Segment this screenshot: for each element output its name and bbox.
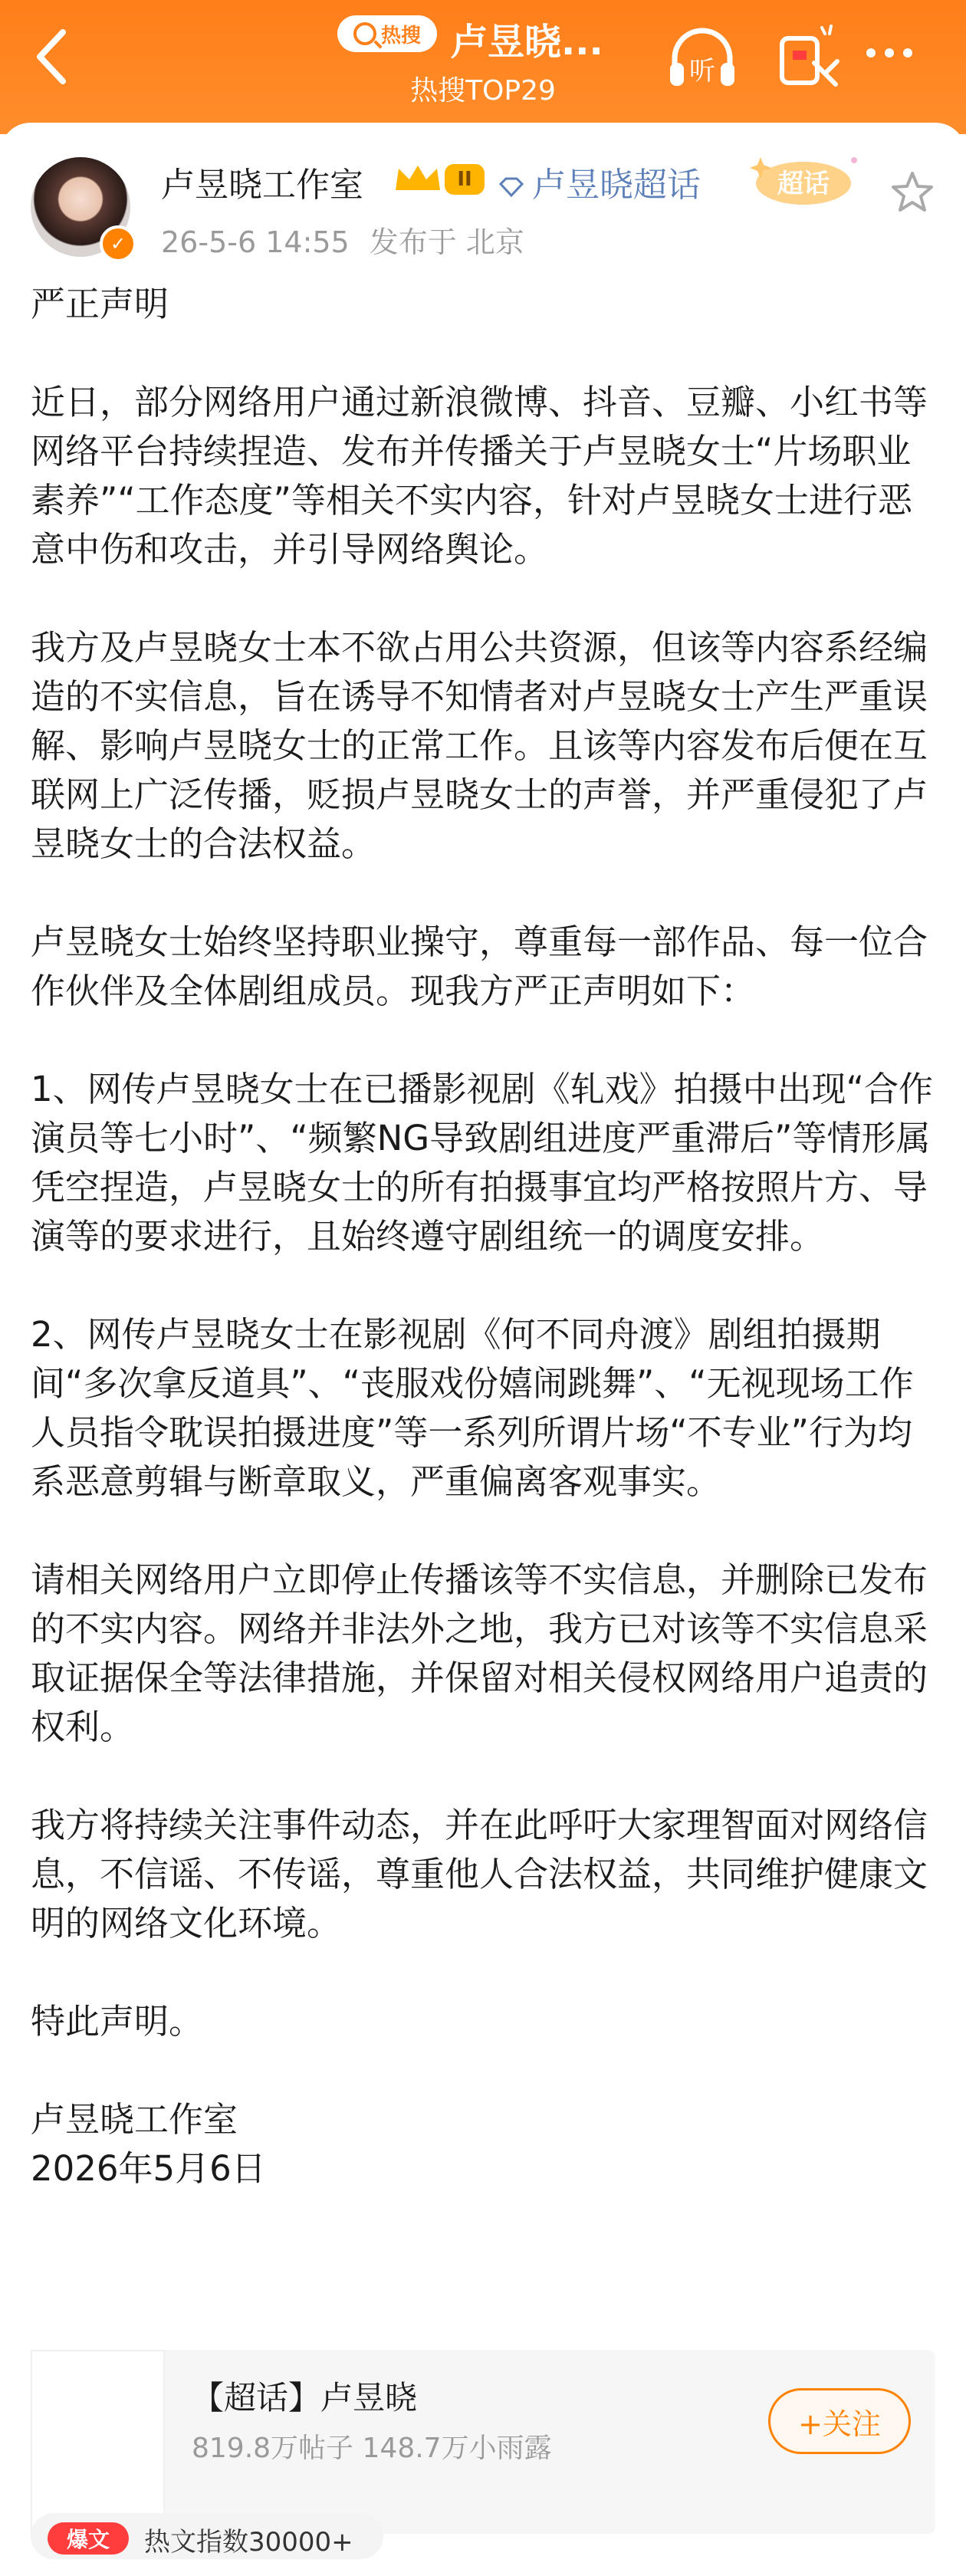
paragraph-gap — [31, 1752, 943, 1801]
post-username[interactable]: 卢昱晓工作室 — [161, 166, 363, 205]
hot-article-tag: 爆文 — [48, 2522, 129, 2555]
paragraph-gap — [31, 2046, 943, 2095]
post-paragraph: 1、网传卢昱晓女士在已播影视剧《轧戏》拍摄中出现“合作演员等七小时”、“频繁NG导致剧组进度严重滞后”等情形属凭空捏造，卢昱晓女士的所有拍摄事宜均严格按照片方、导演等的要求进行，且始终遵守剧组统一的调度安排。 — [31, 1069, 933, 1257]
verified-badge-icon: ✓ — [100, 225, 136, 262]
post-meta — [161, 219, 524, 261]
hot-article-index: 热文指数30000+ — [144, 2527, 353, 2558]
topic-card-name: 【超话】卢昱晓 — [192, 2379, 418, 2417]
post-location: 发布于 北京 — [369, 225, 524, 259]
hot-search-label: 热搜 — [380, 24, 421, 48]
post-paragraph: 卢昱晓工作室 — [31, 2099, 238, 2140]
super-topic-link[interactable] — [498, 157, 701, 206]
paragraph-gap — [31, 329, 943, 378]
post-paragraph: 我方及卢昱晓女士本不欲占用公共资源，但该等内容系经编造的不实信息，旨在诱导不知情者对卢昱晓女士产生严重误解、影响卢昱晓女士的正常工作。且该等内容发布后便在互联网上广泛传播，贬损卢昱晓女士的声誉，并严重侵犯了卢昱晓女士的合法权益。 — [31, 627, 928, 864]
follow-button[interactable]: +关注 — [768, 2388, 911, 2454]
topic-card-stats: 819.8万帖子 148.7万小雨露 — [192, 2433, 552, 2464]
post-time: 26-5-6 14:55 — [161, 225, 350, 259]
diamond-icon — [498, 177, 524, 197]
listen-label: 听 — [689, 56, 715, 87]
post-paragraph: 近日，部分网络用户通过新浪微博、抖音、豆瓣、小红书等网络平台持续捏造、发布并传播关于卢昱晓女士“片场职业素养”“工作态度”等相关不实内容，针对卢昱晓女士进行恶意中伤和攻击，并引导网络舆论。 — [31, 382, 928, 570]
paragraph-gap — [31, 1261, 943, 1310]
post-body — [31, 280, 943, 2193]
super-topic-label: 卢昱晓超话 — [532, 166, 701, 205]
post-paragraph: 卢昱晓女士始终坚持职业操守，尊重每一部作品、每一位合作伙伴及全体剧组成员。现我方严正声明如下： — [31, 922, 928, 1011]
paragraph-gap — [31, 869, 943, 918]
paragraph-gap — [31, 1016, 943, 1065]
hot-rank-subtitle: 热搜TOP29 — [410, 75, 556, 107]
crown-icon — [391, 163, 445, 195]
hot-search-pill — [337, 15, 437, 52]
paragraph-gap — [31, 1948, 943, 1997]
post-paragraph: 2026年5月6日 — [31, 2148, 266, 2189]
super-topic-card[interactable] — [31, 2350, 935, 2534]
search-icon — [353, 22, 376, 45]
paragraph-gap — [31, 1506, 943, 1556]
paragraph-gap — [31, 574, 943, 623]
super-badge-label: 超话 — [777, 169, 830, 199]
post-paragraph: 严正声明 — [31, 284, 169, 324]
topic-thumbnail — [31, 2350, 165, 2534]
post-paragraph: 特此声明。 — [31, 2001, 204, 2042]
post-paragraph: 2、网传卢昱晓女士在影视剧《何不同舟渡》剧组拍摄期间“多次拿反道具”、“丧服戏份嬉闹跳舞”、“无视现场工作人员指令耽误拍摄进度”等一系列所谓片场“不专业”行为均系恶意剪辑与断章取义，严重偏离客观事实。 — [31, 1314, 914, 1502]
top-header — [0, 0, 966, 134]
back-arrow-icon[interactable] — [29, 26, 75, 87]
hot-article-badge[interactable] — [31, 2513, 383, 2559]
topic-title: 卢昱晓... — [451, 21, 603, 64]
red-envelope-share-icon[interactable] — [774, 23, 843, 92]
star-favorite-icon[interactable] — [889, 169, 935, 215]
post-paragraph: 请相关网络用户立即停止传播该等不实信息，并删除已发布的不实内容。网络并非法外之地，我方已对该等不实信息采取证据保全等法律措施，并保留对相关侵权网络用户追责的权利。 — [31, 1559, 928, 1747]
vip-level-badge: II — [445, 164, 485, 195]
post-paragraph: 我方将持续关注事件动态，并在此呼吁大家理智面对网络信息，不信谣、不传谣，尊重他人合法权益，共同维护健康文明的网络文化环境。 — [31, 1805, 928, 1944]
header-title-area[interactable] — [337, 8, 629, 115]
more-options-icon[interactable] — [866, 46, 928, 69]
headphones-icon[interactable] — [665, 20, 739, 97]
super-topic-badge-icon[interactable] — [742, 150, 865, 211]
